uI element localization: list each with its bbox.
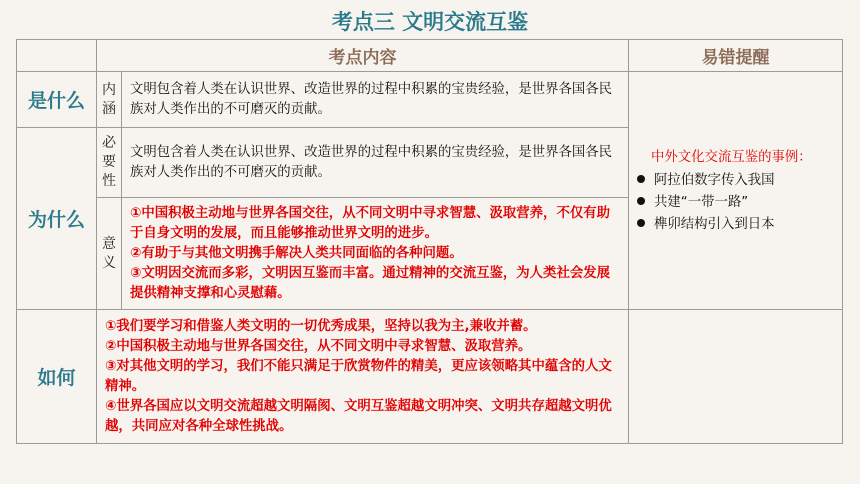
header-tips: 易错提醒 [629, 40, 843, 72]
tips-list [629, 170, 842, 236]
tips-cell [629, 72, 843, 310]
how-points [97, 310, 629, 444]
necessity-text: 文明包含着人类在认识世界、改造世界的过程中积累的宝贵经验，是世界各国各民族对人类作出的不可磨灭的贡献。 [122, 128, 629, 198]
what-text: 文明包含着人类在认识世界、改造世界的过程中积累的宝贵经验，是世界各国各民族对人类作出的不可磨灭的贡献。 [122, 72, 629, 128]
necessity-sub-label: 必 要 性 [97, 128, 122, 198]
how-point: ③对其他文明的学习，我们不能只满足于欣赏物件的精美，更应该领略其中蕴含的人文精神。 [105, 358, 612, 394]
how-point: ②中国积极主动地与世界各国交往，从不同文明中寻求智慧、汲取营养。 [105, 338, 532, 354]
header-content: 考点内容 [97, 40, 629, 72]
list-item: 榫卯结构引入到日本 [637, 214, 842, 236]
what-label: 是什么 [17, 72, 97, 128]
meaning-point: ①中国积极主动地与世界各国交往，从不同文明中寻求智慧、汲取营养，不仅有助于自身文明的发展，而且能够推动世界文明的进步。 [130, 205, 611, 241]
how-point: ①我们要学习和借鉴人类文明的一切优秀成果，坚持以我为主,兼收并蓄。 [105, 318, 537, 334]
bullet-icon [637, 197, 645, 205]
list-item: 共建“一带一路” [637, 192, 842, 214]
tips-heading: 中外文化交流互鉴的事例： [651, 149, 812, 165]
meaning-point: ③文明因交流而多彩，文明因互鉴而丰富。通过精神的交流互鉴，为人类社会发展提供精神支撑和心灵慰藉。 [130, 265, 611, 301]
tips-empty-cell [629, 310, 843, 444]
meaning-points [122, 198, 629, 310]
meaning-point: ②有助于与其他文明携手解决人类共同面临的各种问题。 [130, 245, 463, 261]
why-label: 为什么 [17, 128, 97, 310]
meaning-sub-label: 意 义 [97, 198, 122, 310]
bullet-icon [637, 219, 645, 227]
page-title: 考点三 文明交流互鉴 [331, 10, 529, 34]
list-item: 阿拉伯数字传入我国 [637, 170, 842, 192]
knowledge-table [16, 39, 843, 444]
header-corner [17, 40, 97, 72]
what-sub-label: 内 涵 [97, 72, 122, 128]
how-point: ④世界各国应以文明交流超越文明隔阂、文明互鉴超越文明冲突、文明共存超越文明优越，共同应对各种全球性挑战。 [105, 398, 612, 434]
how-label: 如何 [17, 310, 97, 444]
bullet-icon [637, 175, 645, 183]
